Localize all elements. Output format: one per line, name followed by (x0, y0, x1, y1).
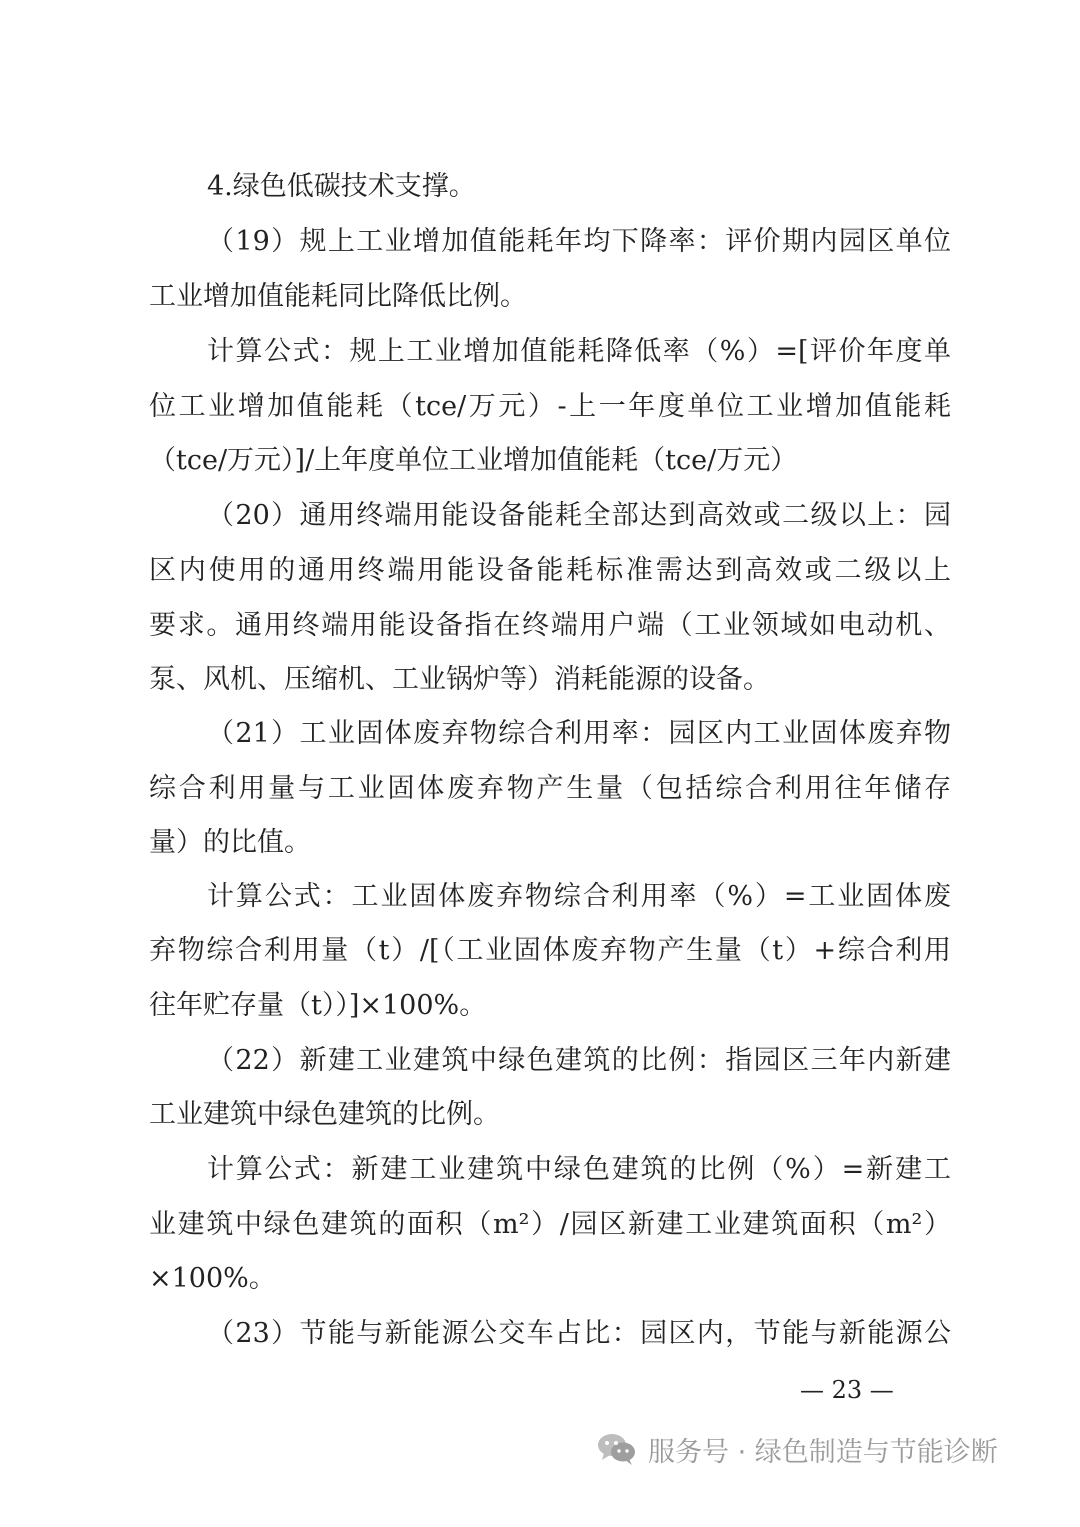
wechat-icon (596, 1431, 638, 1467)
paragraph-line: （22）新建工业建筑中绿色建筑的比例：指园区三年内新建 (207, 1045, 951, 1076)
paragraph-line: 量）的比值。 (149, 827, 311, 858)
paragraph-line: （23）节能与新能源公交车占比：园区内，节能与新能源公 (207, 1318, 951, 1349)
paragraph-line: （19）规上工业增加值能耗年均下降率：评价期内园区单位 (207, 226, 951, 257)
paragraph-line: 综合利用量与工业固体废弃物产生量（包括综合利用往年储存 (149, 773, 951, 804)
paragraph-line: 往年贮存量（t））]×100%。 (149, 990, 487, 1021)
paragraph-line: 计算公式：规上工业增加值能耗降低率（%）=[评价年度单 (207, 336, 951, 367)
paragraph-line: （21）工业固体废弃物综合利用率：园区内工业固体废弃物 (207, 718, 951, 749)
paragraph-line: 泵、风机、压缩机、工业锅炉等）消耗能源的设备。 (149, 664, 770, 695)
paragraph-line: 位工业增加值能耗（tce/万元）-上一年度单位工业增加值能耗 (149, 391, 951, 422)
watermark-text: 服务号 · 绿色制造与节能诊断 (648, 1436, 998, 1468)
paragraph-line: 业建筑中绿色建筑的面积（m²）/园区新建工业建筑面积（m²） (149, 1209, 951, 1240)
paragraph-line: （20）通用终端用能设备能耗全部达到高效或二级以上：园 (207, 500, 951, 531)
watermark (596, 1427, 998, 1471)
paragraph-line: （tce/万元）]/上年度单位工业增加值能耗（tce/万元） (149, 445, 798, 476)
paragraph-line: 工业建筑中绿色建筑的比例。 (149, 1099, 500, 1130)
paragraph-line: 计算公式：工业固体废弃物综合利用率（%）=工业固体废 (207, 881, 951, 912)
paragraph-line: ×100%。 (149, 1263, 276, 1294)
section-heading: 4.绿色低碳技术支撑。 (207, 171, 476, 202)
paragraph-line: 要求。通用终端用能设备指在终端用户端（工业领域如电动机、 (149, 610, 951, 641)
paragraph-line: 弃物综合利用量（t）/[（工业固体废弃物产生量（t）+综合利用 (149, 935, 951, 966)
page-number: — 23 — (800, 1376, 894, 1404)
paragraph-line: 工业增加值能耗同比降低比例。 (149, 281, 527, 312)
paragraph-line: 计算公式：新建工业建筑中绿色建筑的比例（%）=新建工 (207, 1154, 951, 1185)
paragraph-line: 区内使用的通用终端用能设备能耗标准需达到高效或二级以上 (149, 555, 951, 586)
